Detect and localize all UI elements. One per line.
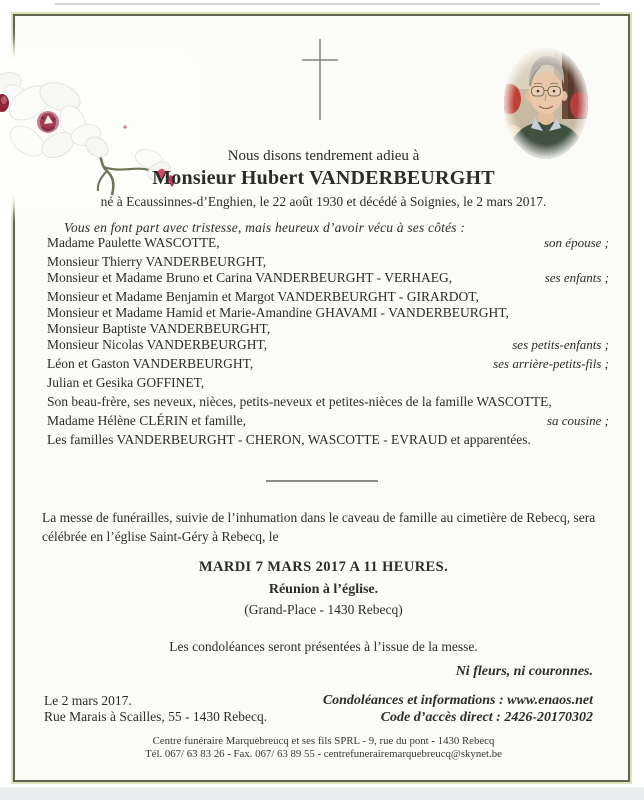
scan-edge-top [55, 3, 600, 5]
funeral-home-footer [15, 735, 632, 761]
family-row [47, 289, 609, 304]
relationship-label: son épouse ; [544, 235, 609, 250]
ceremony-date-line: MARDI 7 MARS 2017 A 11 HEURES. [198, 559, 449, 575]
family-member-name: Monsieur et Madame Hamid et Marie-Amandine GHAVAMI - VANDERBEURGHT, [47, 305, 509, 320]
relationship-label: ses arrière-petits-fils ; [493, 356, 609, 371]
relationship-label: sa cousine ; [546, 413, 609, 428]
deceased-name: Monsieur Hubert VANDERBEURGHT [152, 167, 495, 189]
ceremony-paragraph: La messe de funérailles, suivie de l’inhumation dans le caveau de famille au cimetière de Rebecq, sera célébrée en l’église Saint-Géry à Rebecq, le [42, 510, 596, 544]
funeral-announcement-card [13, 14, 630, 782]
announcement-block [15, 147, 632, 211]
family-row [47, 394, 609, 409]
family-row [47, 413, 609, 428]
relationship-label: ses enfants ; [544, 270, 609, 285]
family-row [47, 270, 609, 285]
family-row [47, 235, 609, 250]
cross-icon [300, 38, 340, 123]
family-member-name: Monsieur et Madame Bruno et Carina VANDERBEURGHT - VERHAEG, [47, 270, 453, 285]
family-row [47, 337, 609, 352]
meeting-line: Réunion à l’église. [268, 582, 379, 597]
intro-line: Vous en font part avec tristesse, mais heureux d’avoir vécu à ses côtés : [64, 220, 466, 235]
family-member-name: Léon et Gaston VANDERBEURGHT, [47, 356, 254, 371]
online-condolences-block [323, 692, 593, 726]
family-member-name: Monsieur Nicolas VANDERBEURGHT, [47, 337, 268, 352]
family-member-name: Son beau-frère, ses neveux, nièces, petits-neveux et petites-nièces de la famille WASCOTTE, [47, 394, 552, 409]
birth-death-line: né à Ecaussinnes-d’Enghien, le 22 août 1930 et décédé à Soignies, le 2 mars 2017. [100, 194, 547, 209]
section-divider [266, 480, 378, 482]
portrait-photo [502, 47, 590, 160]
online-info-line: Condoléances et informations : www.enaos.net [322, 693, 593, 708]
family-list [47, 235, 609, 448]
family-row [47, 305, 609, 320]
family-member-name: Madame Paulette WASCOTTE, [47, 235, 220, 250]
no-flowers-line: Ni fleurs, ni couronnes. [455, 664, 593, 679]
family-member-name: Monsieur Baptiste VANDERBEURGHT, [47, 321, 271, 336]
family-row [47, 321, 609, 336]
family-member-name: Madame Hélène CLÉRIN et famille, [47, 413, 247, 428]
access-code-line: Code d’accès direct : 2426-20170302 [380, 710, 593, 725]
scan-edge-bottom [0, 787, 644, 800]
church-address-line: (Grand-Place - 1430 Rebecq) [244, 602, 403, 617]
family-member-name: Monsieur Thierry VANDERBEURGHT, [47, 254, 267, 269]
closing-address: Rue Marais à Scailles, 55 - 1430 Rebecq. [44, 709, 268, 724]
funeral-home-line1: Centre funéraire Marquebreucq et ses fils SPRL - 9, rue du pont - 1430 Rebecq [152, 735, 495, 747]
funeral-home-line2: Tél. 067/ 63 83 26 - Fax. 067/ 63 89 55 - centrefunerairemarquebreucq@skynet.be [145, 748, 502, 760]
closing-date-address [44, 693, 267, 725]
family-member-name: Julian et Gesika GOFFINET, [47, 375, 205, 390]
relationship-label: ses petits-enfants ; [512, 337, 609, 352]
closing-date: Le 2 mars 2017. [44, 693, 132, 708]
family-member-name: Les familles VANDERBEURGHT - CHERON, WASCOTTE - EVRAUD et apparentées. [47, 432, 531, 447]
family-row [47, 432, 609, 447]
farewell-line: Nous disons tendrement adieu à [227, 148, 420, 164]
family-member-name: Monsieur et Madame Benjamin et Margot VANDERBEURGHT - GIRARDOT, [47, 289, 479, 304]
condolences-line: Les condoléances seront présentées à l’issue de la messe. [169, 639, 478, 654]
family-row [47, 254, 609, 269]
family-row [47, 375, 609, 390]
family-row [47, 356, 609, 371]
